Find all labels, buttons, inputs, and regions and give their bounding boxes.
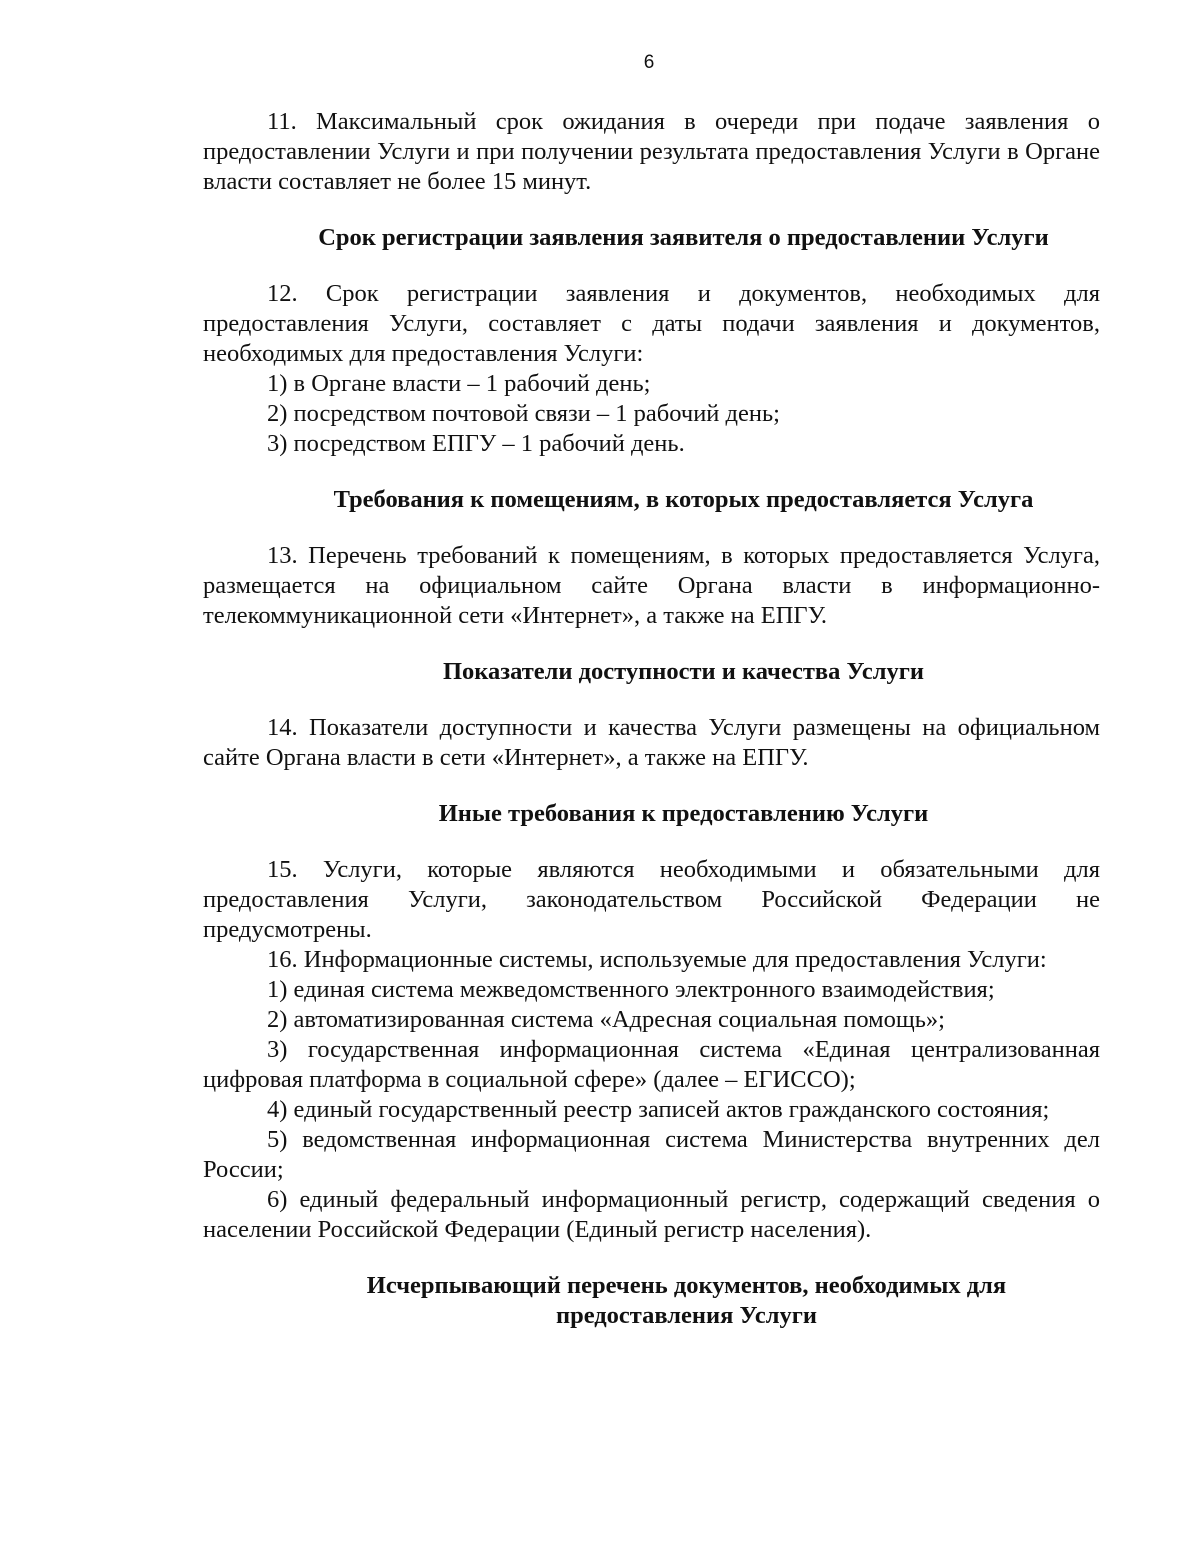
list-item-16-2: 2) автоматизированная система «Адресная социальная помощь»;: [267, 1006, 945, 1033]
paragraph-12: 12. Срок регистрации заявления и документов, необходимых для предоставления Услуги, составляет с даты подачи заявления и документов, необходимых для предоставления Услуги:: [203, 280, 1100, 367]
paragraph-13: 13. Перечень требований к помещениям, в которых предоставляется Услуга, размещается на официальном сайте Органа власти в информационно-телекоммуникационной сети «Интернет», а также на ЕПГУ.: [203, 542, 1100, 629]
list-item-16-4: 4) единый государственный реестр записей актов гражданского состояния;: [267, 1096, 1050, 1123]
list-item-16-6: 6) единый федеральный информационный регистр, содержащий сведения о населении Российской Федерации (Единый регистр населения).: [203, 1186, 1100, 1243]
heading-premises-requirements: Требования к помещениям, в которых предоставляется Услуга: [333, 486, 1034, 513]
paragraph-14: 14. Показатели доступности и качества Услуги размещены на официальном сайте Органа власти в сети «Интернет», а также на ЕПГУ.: [203, 714, 1100, 771]
heading-accessibility-quality: Показатели доступности и качества Услуги: [443, 658, 924, 685]
paragraph-15: 15. Услуги, которые являются необходимыми и обязательными для предоставления Услуги, законодательством Российской Федерации не предусмотрены.: [203, 856, 1100, 943]
document-body: [203, 107, 1100, 1331]
paragraph-11: 11. Максимальный срок ожидания в очереди при подаче заявления о предоставлении Услуги и при получении результата предоставления Услуги в Органе власти составляет не более 15 минут.: [203, 108, 1100, 195]
heading-other-requirements: Иные требования к предоставлению Услуги: [438, 800, 929, 827]
heading-documents-list: Исчерпывающий перечень документов, необходимых для предоставления Услуги: [366, 1272, 1007, 1329]
page-number: 6: [643, 52, 655, 73]
list-item-16-5: 5) ведомственная информационная система Министерства внутренних дел России;: [203, 1126, 1100, 1183]
list-item-12-1: 1) в Органе власти – 1 рабочий день;: [267, 370, 651, 397]
paragraph-16: 16. Информационные системы, используемые для предоставления Услуги:: [267, 946, 1047, 973]
list-item-12-2: 2) посредством почтовой связи – 1 рабочий день;: [267, 400, 780, 427]
list-item-12-3: 3) посредством ЕПГУ – 1 рабочий день.: [267, 430, 685, 457]
heading-registration-term: Срок регистрации заявления заявителя о предоставлении Услуги: [318, 224, 1049, 251]
list-item-16-3: 3) государственная информационная система «Единая централизованная цифровая платформа в социальной сфере» (далее – ЕГИССО);: [203, 1036, 1100, 1093]
list-item-16-1: 1) единая система межведомственного электронного взаимодействия;: [267, 976, 995, 1003]
